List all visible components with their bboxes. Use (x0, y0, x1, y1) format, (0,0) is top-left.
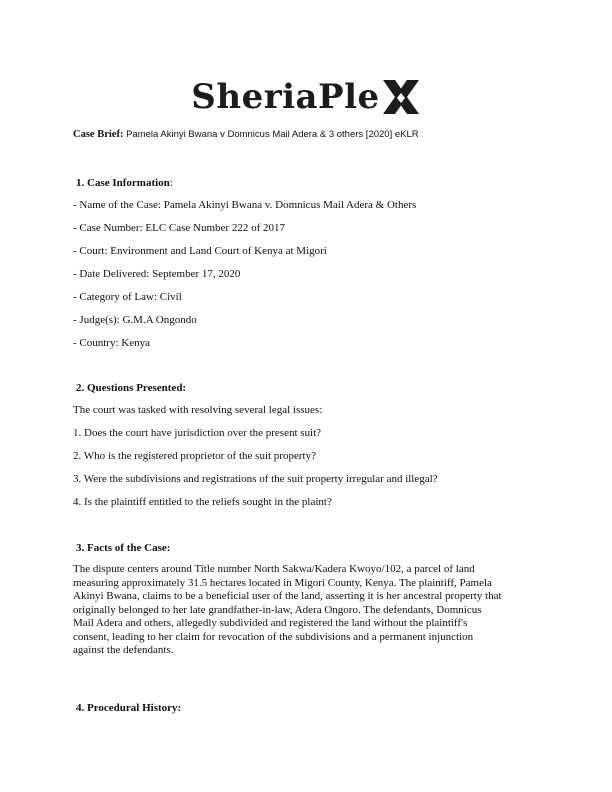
facts-line: against the defendants. (73, 644, 174, 656)
facts-line: Akinyi Bwana, claims to be a beneficial user of the land, asserting it is her ancestral property that (73, 590, 502, 602)
question-item: 4. Is the plaintiff entitled to the reliefs sought in the plaint? (73, 496, 332, 508)
section-heading-procedural-history: 4. Procedural History: (76, 702, 182, 714)
section-heading-facts: 3. Facts of the Case: (76, 542, 171, 554)
question-item: 2. Who is the registered proprietor of the suit property? (73, 450, 316, 462)
case-brief-title: Pamela Akinyi Bwana v Domnicus Mail Adera & 3 others [2020] eKLR (126, 129, 419, 140)
facts-line: measuring approximately 31.5 hectares located in Migori County, Kenya. The plaintiff, Pamela (73, 576, 492, 589)
facts-line: The dispute centers around Title number North Sakwa/Kadera Kwoyo/102, a parcel of land (73, 563, 475, 575)
facts-line: consent, leading to her claim for revocation of the subdivisions and a permanent injunction (73, 630, 474, 643)
logo-text: SheriaPle (191, 77, 380, 117)
facts-line: originally belonged to her late grandfather-in-law, Adera Ongoro. The defendants, Domnicus (73, 603, 482, 616)
section-heading-case-information: 1. Case Information: (76, 177, 173, 189)
case-info-country: - Country: Kenya (73, 337, 150, 349)
case-info-number: - Case Number: ELC Case Number 222 of 2017 (73, 222, 286, 234)
case-info-judges: - Judge(s): G.M.A Ongondo (73, 314, 197, 326)
case-info-category: - Category of Law: Civil (73, 291, 182, 303)
facts-line: Mail Adera and others, allegedly subdivided and registered the land without the plaintiff's (73, 617, 468, 629)
case-brief-label: Case Brief: (73, 129, 124, 140)
questions-intro: The court was tasked with resolving several legal issues: (73, 404, 323, 416)
x-mark-icon (381, 78, 421, 116)
case-info-name: - Name of the Case: Pamela Akinyi Bwana v. Domnicus Mail Adera & Others (73, 199, 417, 211)
section-heading-questions: 2. Questions Presented: (76, 382, 187, 394)
sheriaplex-logo (0, 72, 612, 122)
case-info-date: - Date Delivered: September 17, 2020 (73, 268, 241, 280)
case-info-court: - Court: Environment and Land Court of Kenya at Migori (73, 245, 327, 257)
case-brief-line (73, 128, 543, 142)
question-item: 1. Does the court have jurisdiction over the present suit? (73, 427, 322, 439)
facts-paragraph (73, 563, 548, 658)
question-item: 3. Were the subdivisions and registrations of the suit property irregular and illegal? (73, 473, 438, 485)
